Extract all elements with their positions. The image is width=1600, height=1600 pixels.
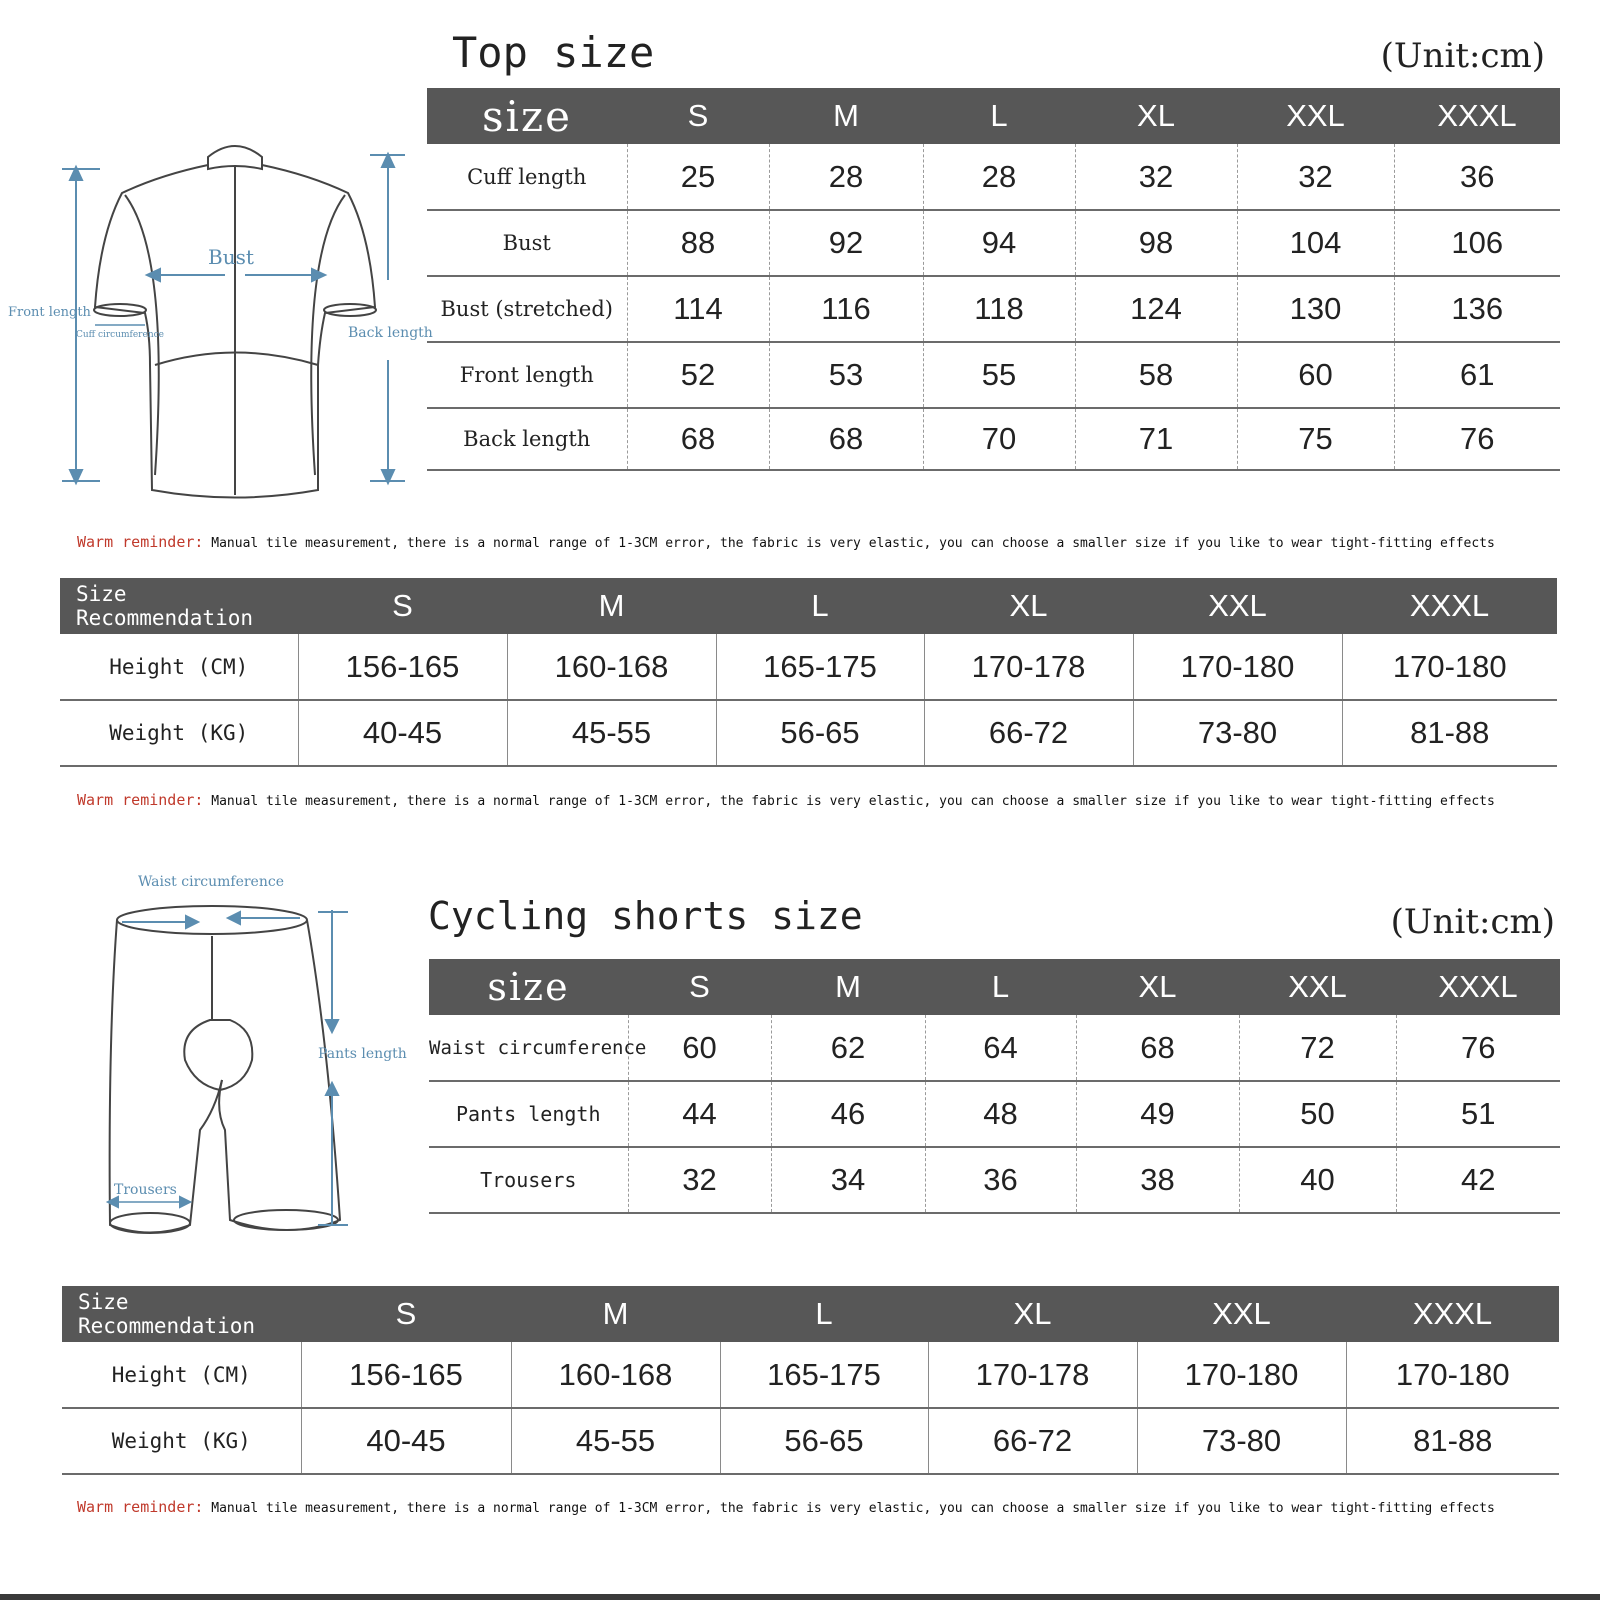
table-cell: 52 [627, 342, 769, 408]
table-cell: 60 [628, 1015, 771, 1081]
size-header-xxxl: XXXL [1342, 578, 1557, 634]
row-label: Front length [427, 342, 627, 408]
size-header-s: S [627, 88, 769, 144]
size-header-l: L [923, 88, 1075, 144]
table-cell: 104 [1237, 210, 1394, 276]
table-cell: 32 [1237, 144, 1394, 210]
row-label: Waist circumference [429, 1015, 628, 1081]
table-cell: 94 [923, 210, 1075, 276]
table-cell: 45-55 [511, 1408, 720, 1474]
shorts-size-table [429, 959, 1560, 1214]
front-length-label: Front length [8, 305, 91, 320]
table-cell: 44 [628, 1081, 771, 1147]
table-cell: 156-165 [298, 634, 507, 700]
table-cell: 40-45 [301, 1408, 511, 1474]
table-cell: 170-178 [928, 1342, 1137, 1408]
top-size-title: Top size [452, 28, 655, 77]
pants-length-label: Pants length [318, 1046, 407, 1062]
table-cell: 62 [771, 1015, 925, 1081]
table-cell: 25 [627, 144, 769, 210]
row-label: Height (CM) [60, 634, 298, 700]
row-label: Bust [427, 210, 627, 276]
size-header-l: L [925, 959, 1076, 1015]
table-cell: 36 [1394, 144, 1560, 210]
table-cell: 160-168 [507, 634, 716, 700]
table-row [427, 342, 1560, 408]
size-header-l: L [716, 578, 924, 634]
table-row [427, 210, 1560, 276]
table-cell: 46 [771, 1081, 925, 1147]
reminder-lead: Warm reminder: [77, 1498, 204, 1516]
size-header-m: M [511, 1286, 720, 1342]
reminder-lead: Warm reminder: [77, 791, 204, 809]
rec2-header-row [62, 1286, 1559, 1342]
size-header-m: M [507, 578, 716, 634]
size-header-m: M [769, 88, 923, 144]
row-label: Pants length [429, 1081, 628, 1147]
size-header-xl: XL [928, 1286, 1137, 1342]
row-label: Trousers [429, 1147, 628, 1213]
row-label: Height (CM) [62, 1342, 301, 1408]
table-cell: 58 [1075, 342, 1237, 408]
reminder-text: Manual tile measurement, there is a normal range of 1-3CM error, the fabric is very elastic, you can choose a smaller size if you like to wear tight-fitting effects [211, 794, 1495, 809]
table-cell: 40 [1239, 1147, 1396, 1213]
table-cell: 170-178 [924, 634, 1133, 700]
size-header: size [427, 88, 627, 144]
table-cell: 56-65 [716, 700, 924, 766]
table-cell: 88 [627, 210, 769, 276]
shorts-diagram [90, 874, 430, 1250]
table-cell: 38 [1076, 1147, 1239, 1213]
table-row [429, 1147, 1560, 1213]
table-cell: 81-88 [1346, 1408, 1559, 1474]
table-cell: 73-80 [1133, 700, 1342, 766]
reminder-text: Manual tile measurement, there is a normal range of 1-3CM error, the fabric is very elastic, you can choose a smaller size if you like to wear tight-fitting effects [211, 1501, 1495, 1516]
table-cell: 118 [923, 276, 1075, 342]
table-cell: 48 [925, 1081, 1076, 1147]
warm-reminder-3 [77, 1498, 1495, 1516]
table-cell: 34 [771, 1147, 925, 1213]
table-cell: 170-180 [1137, 1342, 1346, 1408]
table-cell: 64 [925, 1015, 1076, 1081]
table-row [427, 408, 1560, 470]
table-cell: 28 [769, 144, 923, 210]
rec1-header-row [60, 578, 1557, 634]
size-header-xxl: XXL [1239, 959, 1396, 1015]
warm-reminder-1 [77, 533, 1495, 551]
table-cell: 53 [769, 342, 923, 408]
table-cell: 32 [628, 1147, 771, 1213]
table-row [62, 1408, 1559, 1474]
size-header-m: M [771, 959, 925, 1015]
back-length-label: Back length [348, 325, 433, 341]
size-header: size [429, 959, 628, 1015]
table-cell: 170-180 [1133, 634, 1342, 700]
size-header-xl: XL [1075, 88, 1237, 144]
size-header-xxl: XXL [1133, 578, 1342, 634]
table-cell: 60 [1237, 342, 1394, 408]
warm-reminder-2 [77, 791, 1495, 809]
table-cell: 116 [769, 276, 923, 342]
table-cell: 76 [1396, 1015, 1560, 1081]
table-cell: 75 [1237, 408, 1394, 470]
cycling-shorts-title: Cycling shorts size [428, 894, 863, 938]
size-header-l: L [720, 1286, 928, 1342]
row-label: Cuff length [427, 144, 627, 210]
table-cell: 165-175 [720, 1342, 928, 1408]
table-row [429, 1081, 1560, 1147]
size-header-xxxl: XXXL [1396, 959, 1560, 1015]
table-cell: 76 [1394, 408, 1560, 470]
size-header-s: S [298, 578, 507, 634]
table-row [60, 634, 1557, 700]
size-recommendation-header: Size Recommendation [62, 1286, 301, 1342]
size-header-xxl: XXL [1237, 88, 1394, 144]
table-cell: 68 [1076, 1015, 1239, 1081]
size-recommendation-table-2 [62, 1286, 1559, 1475]
size-header-s: S [301, 1286, 511, 1342]
table-cell: 72 [1239, 1015, 1396, 1081]
table-cell: 32 [1075, 144, 1237, 210]
reminder-lead: Warm reminder: [77, 533, 204, 551]
table-cell: 81-88 [1342, 700, 1557, 766]
table-cell: 66-72 [924, 700, 1133, 766]
table-cell: 114 [627, 276, 769, 342]
table-cell: 170-180 [1346, 1342, 1559, 1408]
cuff-circumference-label: Cuff circumference [76, 330, 164, 340]
table-cell: 61 [1394, 342, 1560, 408]
table-row [427, 144, 1560, 210]
table-cell: 42 [1396, 1147, 1560, 1213]
shorts-header-row [429, 959, 1560, 1015]
table-cell: 170-180 [1342, 634, 1557, 700]
size-header-xxl: XXL [1137, 1286, 1346, 1342]
bust-label: Bust [208, 245, 254, 269]
table-cell: 71 [1075, 408, 1237, 470]
size-header-s: S [628, 959, 771, 1015]
table-row [427, 276, 1560, 342]
top-header-row [427, 88, 1560, 144]
table-cell: 66-72 [928, 1408, 1137, 1474]
size-recommendation-table-1 [60, 578, 1557, 767]
top-unit-label: (Unit:cm) [1380, 36, 1545, 76]
table-cell: 49 [1076, 1081, 1239, 1147]
table-cell: 136 [1394, 276, 1560, 342]
table-cell: 55 [923, 342, 1075, 408]
table-cell: 70 [923, 408, 1075, 470]
row-label: Weight (KG) [60, 700, 298, 766]
table-cell: 40-45 [298, 700, 507, 766]
table-cell: 36 [925, 1147, 1076, 1213]
row-label: Back length [427, 408, 627, 470]
table-cell: 106 [1394, 210, 1560, 276]
table-cell: 45-55 [507, 700, 716, 766]
table-row [429, 1015, 1560, 1081]
table-cell: 130 [1237, 276, 1394, 342]
table-cell: 51 [1396, 1081, 1560, 1147]
jersey-diagram [0, 135, 433, 505]
table-cell: 165-175 [716, 634, 924, 700]
table-cell: 56-65 [720, 1408, 928, 1474]
waist-circumference-label: Waist circumference [138, 874, 284, 890]
jersey-illustration [0, 135, 430, 505]
size-header-xxxl: XXXL [1346, 1286, 1559, 1342]
table-cell: 28 [923, 144, 1075, 210]
table-cell: 68 [627, 408, 769, 470]
trousers-label: Trousers [114, 1182, 177, 1198]
shorts-unit-label: (Unit:cm) [1390, 902, 1555, 942]
row-label: Bust (stretched) [427, 276, 627, 342]
table-cell: 156-165 [301, 1342, 511, 1408]
table-cell: 92 [769, 210, 923, 276]
table-cell: 68 [769, 408, 923, 470]
table-row [62, 1342, 1559, 1408]
size-header-xxxl: XXXL [1394, 88, 1560, 144]
bottom-border [0, 1594, 1600, 1600]
table-cell: 73-80 [1137, 1408, 1346, 1474]
top-size-table [427, 88, 1560, 471]
reminder-text: Manual tile measurement, there is a normal range of 1-3CM error, the fabric is very elastic, you can choose a smaller size if you like to wear tight-fitting effects [211, 536, 1495, 551]
table-cell: 98 [1075, 210, 1237, 276]
size-header-xl: XL [924, 578, 1133, 634]
size-header-xl: XL [1076, 959, 1239, 1015]
table-cell: 50 [1239, 1081, 1396, 1147]
table-cell: 160-168 [511, 1342, 720, 1408]
table-cell: 124 [1075, 276, 1237, 342]
table-row [60, 700, 1557, 766]
size-recommendation-header: Size Recommendation [60, 578, 298, 634]
row-label: Weight (KG) [62, 1408, 301, 1474]
